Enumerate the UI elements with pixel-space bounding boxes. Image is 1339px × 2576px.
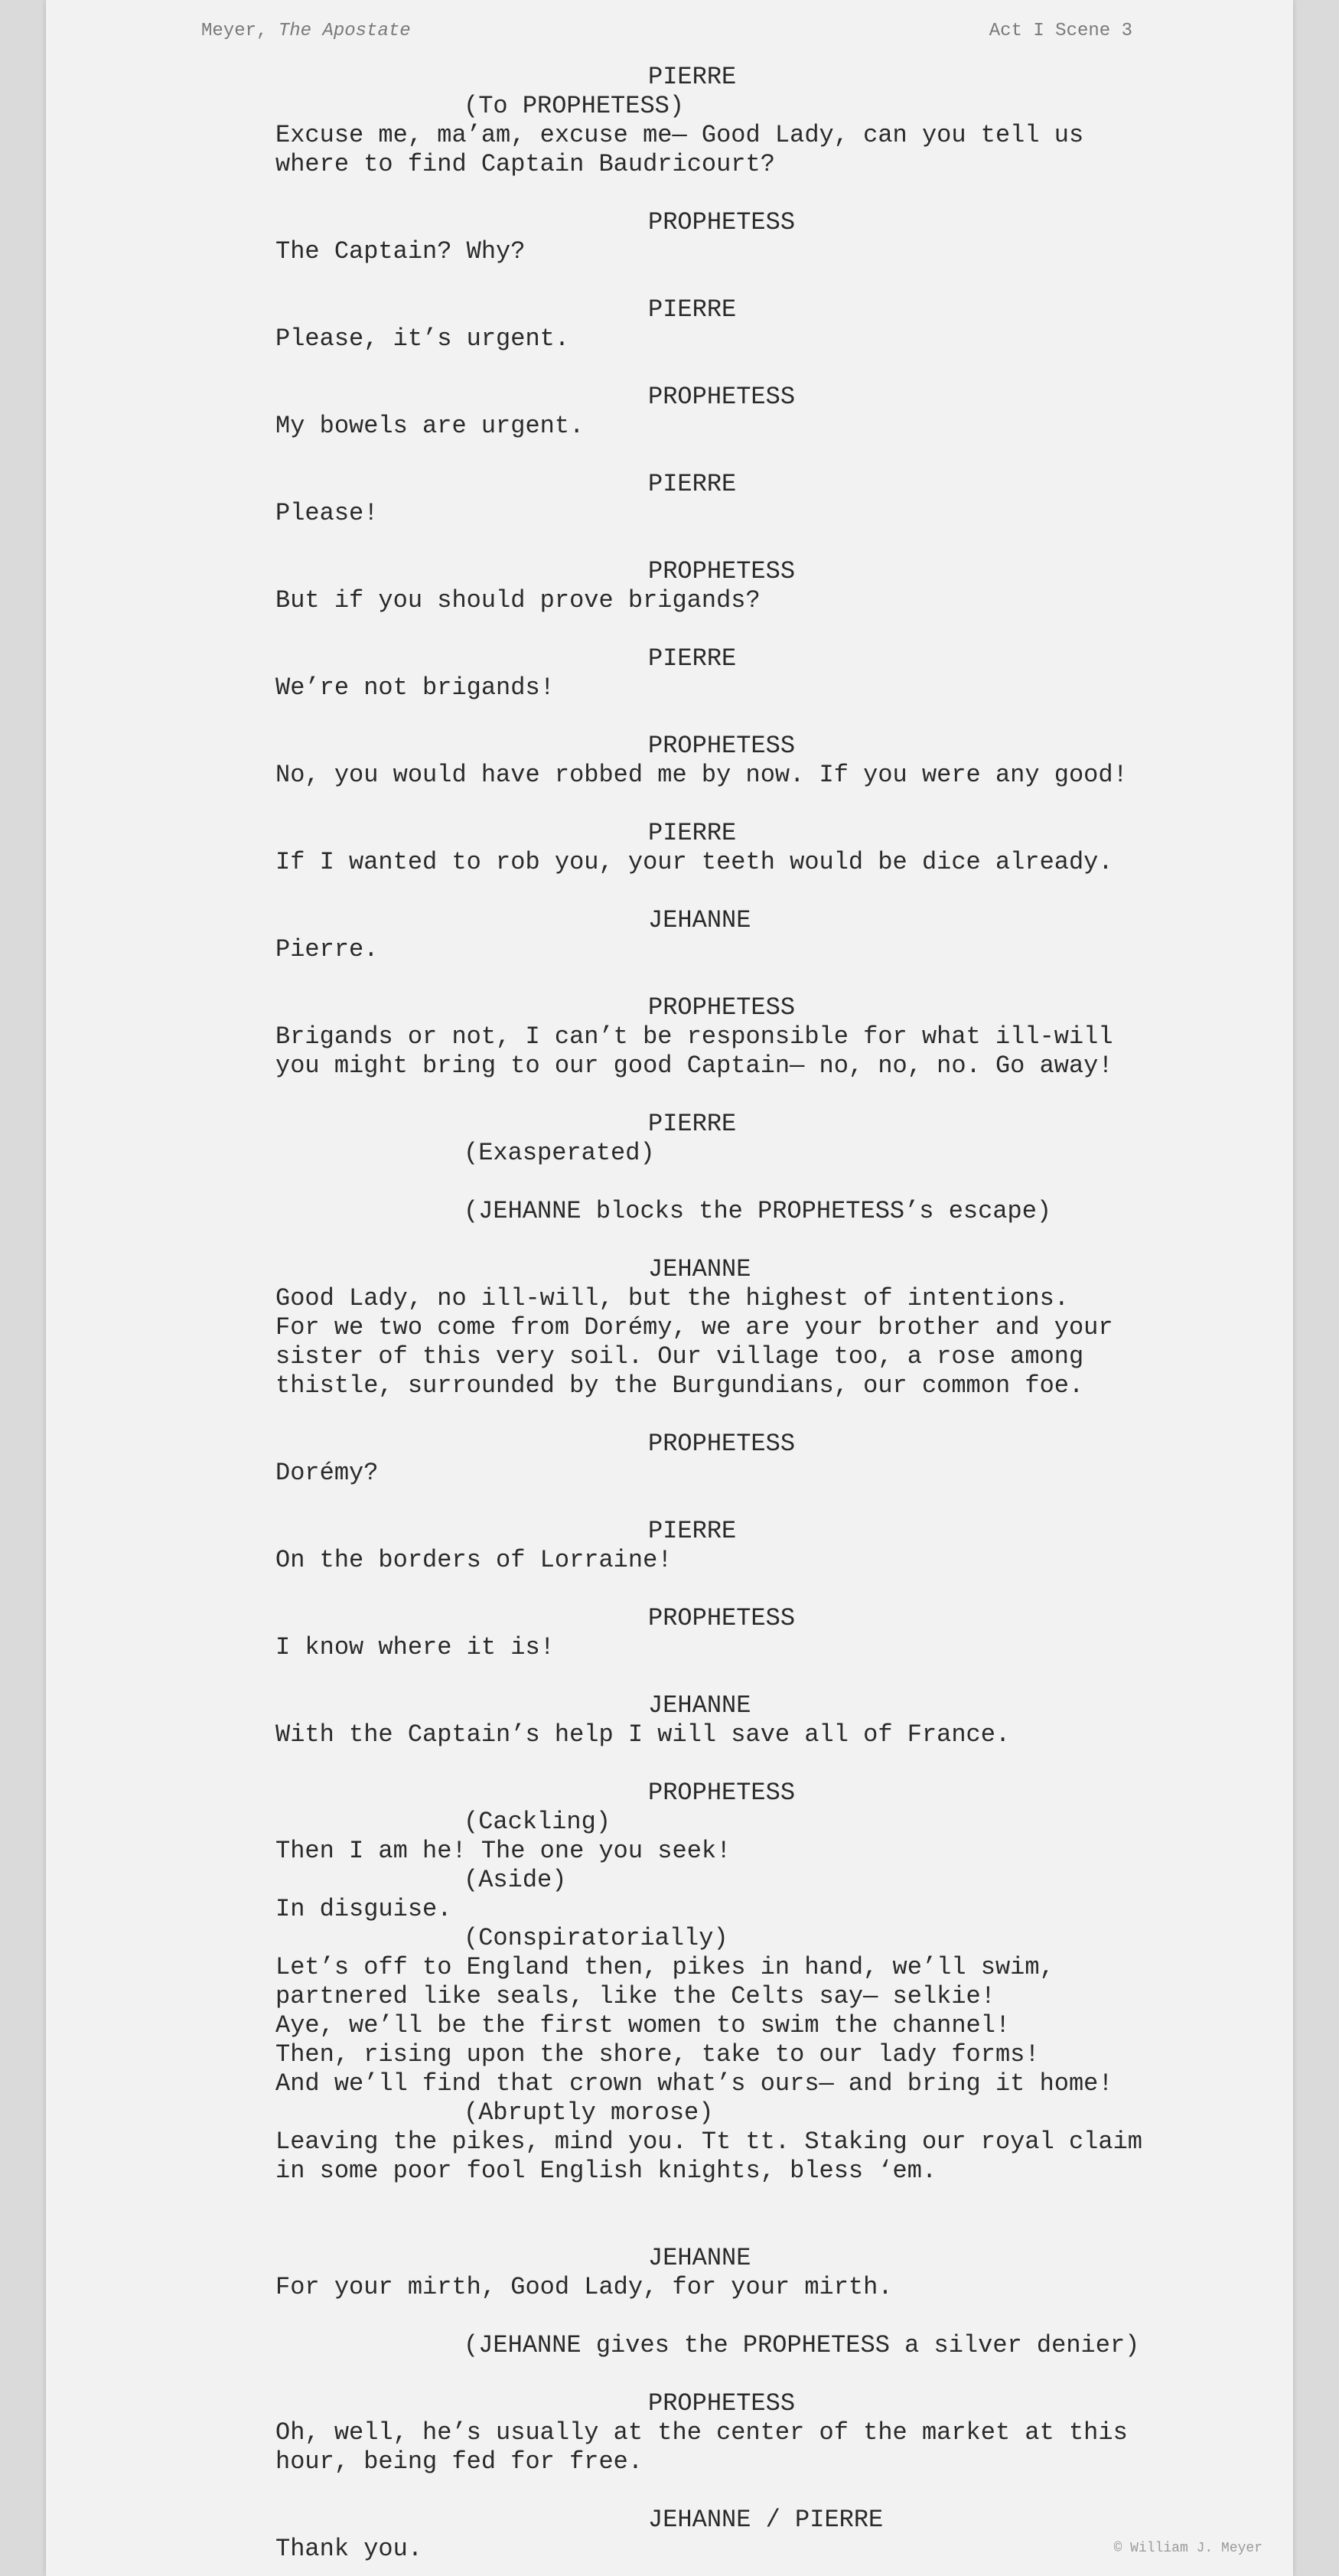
dialogue-line: Then, rising upon the shore, take to our lady forms! (275, 2040, 1040, 2069)
parenthetical: (To PROPHETESS) (464, 92, 685, 120)
dialogue-line: where to find Captain Baudricourt? (275, 150, 775, 178)
character-name: JEHANNE / PIERRE (648, 2506, 884, 2534)
character-name: PIERRE (648, 295, 737, 324)
character-name: PROPHETESS (648, 383, 796, 411)
dialogue-line: We’re not brigands! (275, 673, 555, 702)
stage-direction: (JEHANNE blocks the PROPHETESS’s escape) (464, 1197, 1052, 1225)
dialogue-line: The Captain? Why? (275, 237, 526, 266)
dialogue-line: Let’s off to England then, pikes in hand, we’ll swim, (275, 1953, 1054, 1981)
dialogue-line: Good Lady, no ill-will, but the highest of intentions. (275, 1284, 1069, 1312)
character-name: PIERRE (648, 1110, 737, 1138)
dialogue-line: For your mirth, Good Lady, for your mirth. (275, 2273, 893, 2301)
header-author: Meyer, (201, 21, 268, 41)
dialogue-line: hour, being fed for free. (275, 2447, 643, 2476)
header-work-title: The Apostate (278, 21, 411, 41)
dialogue-line: Excuse me, ma’am, excuse me— Good Lady, can you tell us (275, 121, 1084, 149)
character-name: JEHANNE (648, 1255, 751, 1283)
running-header-left (201, 21, 411, 41)
dialogue-line: Oh, well, he’s usually at the center of the market at this (275, 2418, 1128, 2447)
character-name: PIERRE (648, 1517, 737, 1545)
character-name: PROPHETESS (648, 208, 796, 236)
dialogue-line: My bowels are urgent. (275, 412, 585, 440)
dialogue-line: Pierre. (275, 935, 379, 964)
character-name: JEHANNE (648, 2244, 751, 2272)
dialogue-line: If I wanted to rob you, your teeth would be dice already. (275, 848, 1113, 876)
dialogue-line: I know where it is! (275, 1633, 555, 1661)
character-name: PIERRE (648, 644, 737, 673)
character-name: PROPHETESS (648, 1604, 796, 1632)
dialogue-line: But if you should prove brigands? (275, 586, 761, 615)
character-name: PROPHETESS (648, 2389, 796, 2418)
dialogue-line: For we two come from Dorémy, we are your brother and your (275, 1313, 1113, 1342)
dialogue-line: in some poor fool English knights, bless ‘em. (275, 2157, 937, 2185)
copyright-footer: © William J. Meyer (1113, 2541, 1262, 2556)
parenthetical: (Cackling) (464, 1808, 611, 1836)
dialogue-line: Thank you. (275, 2535, 423, 2563)
dialogue-line: And we’ll find that crown what’s ours— and bring it home! (275, 2069, 1113, 2098)
dialogue-line: Leaving the pikes, mind you. Tt tt. Staking our royal claim (275, 2128, 1142, 2156)
character-name: PROPHETESS (648, 732, 796, 760)
character-name: PIERRE (648, 63, 737, 91)
dialogue-line: Dorémy? (275, 1459, 379, 1487)
parenthetical: (Abruptly morose) (464, 2098, 714, 2127)
parenthetical: (Aside) (464, 1866, 567, 1894)
parenthetical: (Exasperated) (464, 1139, 655, 1167)
dialogue-line: No, you would have robbed me by now. If you were any good! (275, 761, 1128, 789)
script-body (275, 63, 1240, 2564)
running-header-right: Act I Scene 3 (989, 21, 1132, 41)
character-name: PROPHETESS (648, 1430, 796, 1458)
dialogue-line: Please! (275, 499, 379, 527)
dialogue-line: Brigands or not, I can’t be responsible for what ill-will (275, 1022, 1113, 1051)
character-name: PROPHETESS (648, 993, 796, 1022)
character-name: PIERRE (648, 470, 737, 498)
character-name: PROPHETESS (648, 557, 796, 585)
character-name: PROPHETESS (648, 1779, 796, 1807)
dialogue-line: In disguise. (275, 1895, 452, 1923)
character-name: JEHANNE (648, 906, 751, 934)
script-page (46, 0, 1293, 2576)
dialogue-line: On the borders of Lorraine! (275, 1546, 673, 1574)
character-name: PIERRE (648, 819, 737, 847)
dialogue-line: Please, it’s urgent. (275, 324, 570, 353)
dialogue-line: Aye, we’ll be the first women to swim the channel! (275, 2011, 1011, 2040)
dialogue-line: With the Captain’s help I will save all of France. (275, 1720, 1011, 1749)
blank-line (275, 2186, 1240, 2215)
dialogue-line: partnered like seals, like the Celts say— selkie! (275, 1982, 995, 2010)
dialogue-line: Then I am he! The one you seek! (275, 1837, 731, 1865)
stage-direction: (JEHANNE gives the PROPHETESS a silver denier) (464, 2331, 1140, 2359)
dialogue-line: you might bring to our good Captain— no, no, no. Go away! (275, 1052, 1113, 1080)
parenthetical: (Conspiratorially) (464, 1924, 728, 1952)
dialogue-line: sister of this very soil. Our village too, a rose among (275, 1342, 1084, 1371)
dialogue-line: thistle, surrounded by the Burgundians, our common foe. (275, 1371, 1084, 1400)
character-name: JEHANNE (648, 1691, 751, 1720)
